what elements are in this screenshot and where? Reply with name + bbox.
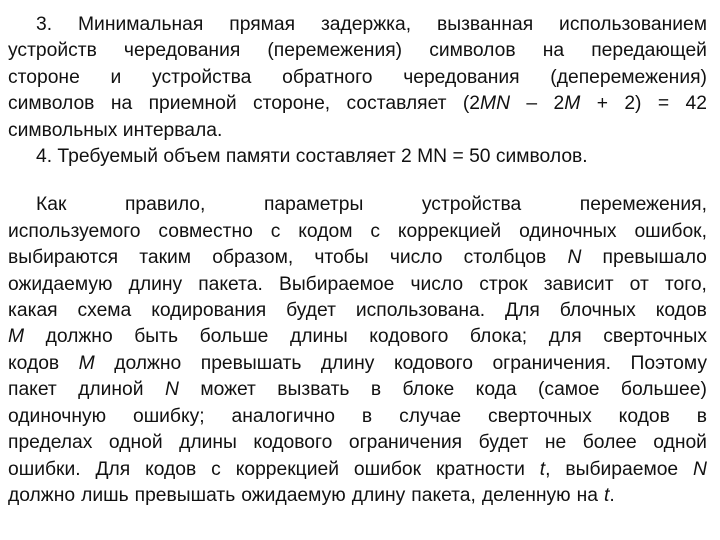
text-segment: большее) xyxy=(620,379,707,401)
text-segment: t, xyxy=(539,458,551,480)
text-segment: длиной xyxy=(78,379,144,401)
main-line-11 xyxy=(8,457,707,483)
main-line-9 xyxy=(8,404,707,430)
text-segment: случае xyxy=(399,405,462,427)
text-segment: с xyxy=(370,220,380,242)
text-segment: кодового xyxy=(253,432,333,454)
text-segment: какая xyxy=(8,300,58,322)
text-segment: превышать xyxy=(134,484,236,506)
text-segment: M xyxy=(78,352,95,374)
text-segment: одной xyxy=(653,432,707,454)
text-segment: кодов xyxy=(655,300,707,322)
text-segment: Поэтому xyxy=(630,352,707,374)
text-segment: перемежения, xyxy=(579,194,707,216)
item-3-line-1 xyxy=(8,12,707,38)
text-segment: выбираются xyxy=(8,247,119,269)
item-4-line: 4. Требуемый объем памяти составляет 2 MN = 50 символов. xyxy=(36,146,588,168)
text-segment: ожидаемую xyxy=(241,484,346,506)
text-segment: длину xyxy=(128,273,183,295)
text-segment: может xyxy=(200,379,256,401)
text-segment: ошибку; xyxy=(132,405,205,427)
text-segment: пределах xyxy=(8,432,93,454)
text-segment: кодов xyxy=(618,405,670,427)
text-segment: сверточных xyxy=(603,326,707,348)
text-segment: блочных xyxy=(559,300,636,322)
main-line-3 xyxy=(8,245,707,271)
text-segment: N xyxy=(693,458,707,480)
text-segment: (деперемежения) xyxy=(550,66,707,88)
text-segment: выбираемое xyxy=(565,458,679,480)
text-segment: кодов xyxy=(145,458,197,480)
text-segment: ограничения xyxy=(348,432,463,454)
text-segment: одиночную xyxy=(8,405,107,427)
item-4-paragraph xyxy=(8,144,707,170)
main-line-1 xyxy=(8,192,707,218)
text-segment: будет xyxy=(286,300,336,322)
text-segment: – xyxy=(526,93,538,115)
text-segment: коррекцией xyxy=(397,220,502,242)
text-segment: в xyxy=(696,405,707,427)
text-segment: ошибок, xyxy=(634,220,707,242)
text-segment: превышало xyxy=(602,247,707,269)
text-segment: пакета. xyxy=(198,273,263,295)
text-segment: ограничения. xyxy=(492,352,612,374)
text-segment: + xyxy=(596,93,608,115)
paragraph-gap xyxy=(8,170,707,192)
text-segment: лишь xyxy=(81,484,129,506)
text-segment: обратного xyxy=(282,66,373,88)
text-segment: Минимальная xyxy=(78,14,204,35)
main-line-7 xyxy=(8,351,707,377)
text-segment: в xyxy=(370,379,382,401)
main-line-4 xyxy=(8,272,707,298)
text-segment: 3. xyxy=(36,14,53,35)
text-segment: схема xyxy=(77,300,132,322)
text-segment: задержка, xyxy=(320,14,412,35)
text-segment: N xyxy=(567,247,582,269)
text-segment: столбцов xyxy=(463,247,547,269)
text-segment: чередования xyxy=(403,66,520,88)
text-segment: быть xyxy=(134,326,179,348)
text-segment: кодом xyxy=(298,220,353,242)
text-segment: кодов xyxy=(8,352,60,374)
text-segment: число xyxy=(389,247,443,269)
text-segment: длины xyxy=(179,432,237,454)
text-segment: с xyxy=(270,220,281,242)
text-segment: чтобы xyxy=(314,247,369,269)
text-segment: пакет xyxy=(8,379,57,401)
text-segment: 2M xyxy=(553,93,581,115)
text-segment: пакета, xyxy=(411,484,476,506)
text-segment: будет xyxy=(478,432,529,454)
text-segment: t. xyxy=(603,484,615,506)
text-segment: в xyxy=(361,405,373,427)
text-segment: должно xyxy=(114,352,182,374)
text-segment: символов xyxy=(429,40,516,62)
text-segment: Для xyxy=(95,458,131,480)
item-3-line-5: символьных интервала. xyxy=(8,119,223,141)
text-segment: кода xyxy=(475,379,517,401)
main-paragraph xyxy=(8,192,707,509)
text-segment: не xyxy=(544,432,567,454)
text-segment: использована. xyxy=(355,300,486,322)
text-segment: образом, xyxy=(212,247,294,269)
text-segment: устройства xyxy=(152,66,252,88)
text-segment: кратности xyxy=(435,458,525,480)
text-segment: параметры xyxy=(263,194,364,216)
text-segment: (самое xyxy=(538,379,600,401)
text-segment: Выбираемое xyxy=(278,273,395,295)
item-3-line-3 xyxy=(8,65,707,91)
text-segment: таким xyxy=(139,247,192,269)
main-line-8 xyxy=(8,377,707,403)
main-line-10 xyxy=(8,430,707,456)
text-segment: ошибки. xyxy=(8,458,81,480)
text-segment: 2) xyxy=(624,93,642,115)
text-segment: должно xyxy=(45,326,113,348)
text-segment: вызванная xyxy=(436,14,534,35)
text-segment: передающей xyxy=(591,40,707,62)
text-segment: от xyxy=(629,273,649,295)
text-segment: (2MN xyxy=(462,93,511,115)
item-3-line-4 xyxy=(8,91,707,117)
text-segment: вызвать xyxy=(277,379,350,401)
text-segment: N xyxy=(164,379,179,401)
text-segment: коррекцией xyxy=(235,458,339,480)
text-segment: превышать xyxy=(200,352,302,374)
text-segment: для xyxy=(548,326,582,348)
text-segment: должно xyxy=(8,484,76,506)
text-segment: длину xyxy=(320,352,375,374)
main-line-5 xyxy=(8,298,707,324)
text-segment: одной xyxy=(108,432,163,454)
item-3-paragraph xyxy=(8,12,707,144)
text-segment: стороне, xyxy=(253,93,331,115)
text-segment: зависит xyxy=(543,273,614,295)
text-segment: правило, xyxy=(124,194,206,216)
text-segment: число xyxy=(410,273,464,295)
text-segment: ожидаемую xyxy=(8,273,113,295)
text-segment: Как xyxy=(36,194,67,216)
text-segment: прямая xyxy=(229,14,296,35)
text-segment: ошибок xyxy=(353,458,422,480)
text-segment: строк xyxy=(479,273,528,295)
text-segment: аналогично xyxy=(231,405,336,427)
text-segment: Для xyxy=(505,300,540,322)
text-segment: на xyxy=(110,93,133,115)
text-segment: устройства xyxy=(421,194,522,216)
text-segment: совместно xyxy=(158,220,253,242)
text-segment: приемной xyxy=(148,93,237,115)
text-segment: и xyxy=(110,66,122,88)
text-segment: блока; xyxy=(469,326,528,348)
main-line-12 xyxy=(8,483,707,509)
text-segment: одиночных xyxy=(519,220,617,242)
text-segment: стороне xyxy=(8,66,80,88)
text-segment: больше xyxy=(199,326,269,348)
text-segment: кодового xyxy=(369,326,449,348)
main-line-6 xyxy=(8,324,707,350)
text-segment: сверточных xyxy=(487,405,592,427)
text-segment: = xyxy=(657,93,670,115)
text-segment: длины xyxy=(289,326,348,348)
text-segment: используемого xyxy=(8,220,141,242)
text-segment: M xyxy=(8,326,25,348)
text-segment: блоке xyxy=(402,379,455,401)
text-segment: на xyxy=(542,40,565,62)
text-segment: длину xyxy=(351,484,406,506)
text-segment: (перемежения) xyxy=(267,40,403,62)
item-3-line-2 xyxy=(8,38,707,64)
text-segment: использованием xyxy=(559,14,707,35)
text-segment: того, xyxy=(664,273,707,295)
text-segment: кодового xyxy=(393,352,473,374)
text-segment: более xyxy=(582,432,637,454)
text-segment: с xyxy=(211,458,221,480)
text-segment: 42 xyxy=(685,93,707,115)
text-segment: чередования xyxy=(123,40,241,62)
text-segment: на xyxy=(576,484,598,506)
text-segment: символов xyxy=(8,93,95,115)
text-segment: деленную xyxy=(481,484,571,506)
text-segment: устройств xyxy=(8,40,97,62)
text-segment: кодирования xyxy=(151,300,267,322)
text-segment: составляет xyxy=(346,93,447,115)
main-line-2 xyxy=(8,219,707,245)
